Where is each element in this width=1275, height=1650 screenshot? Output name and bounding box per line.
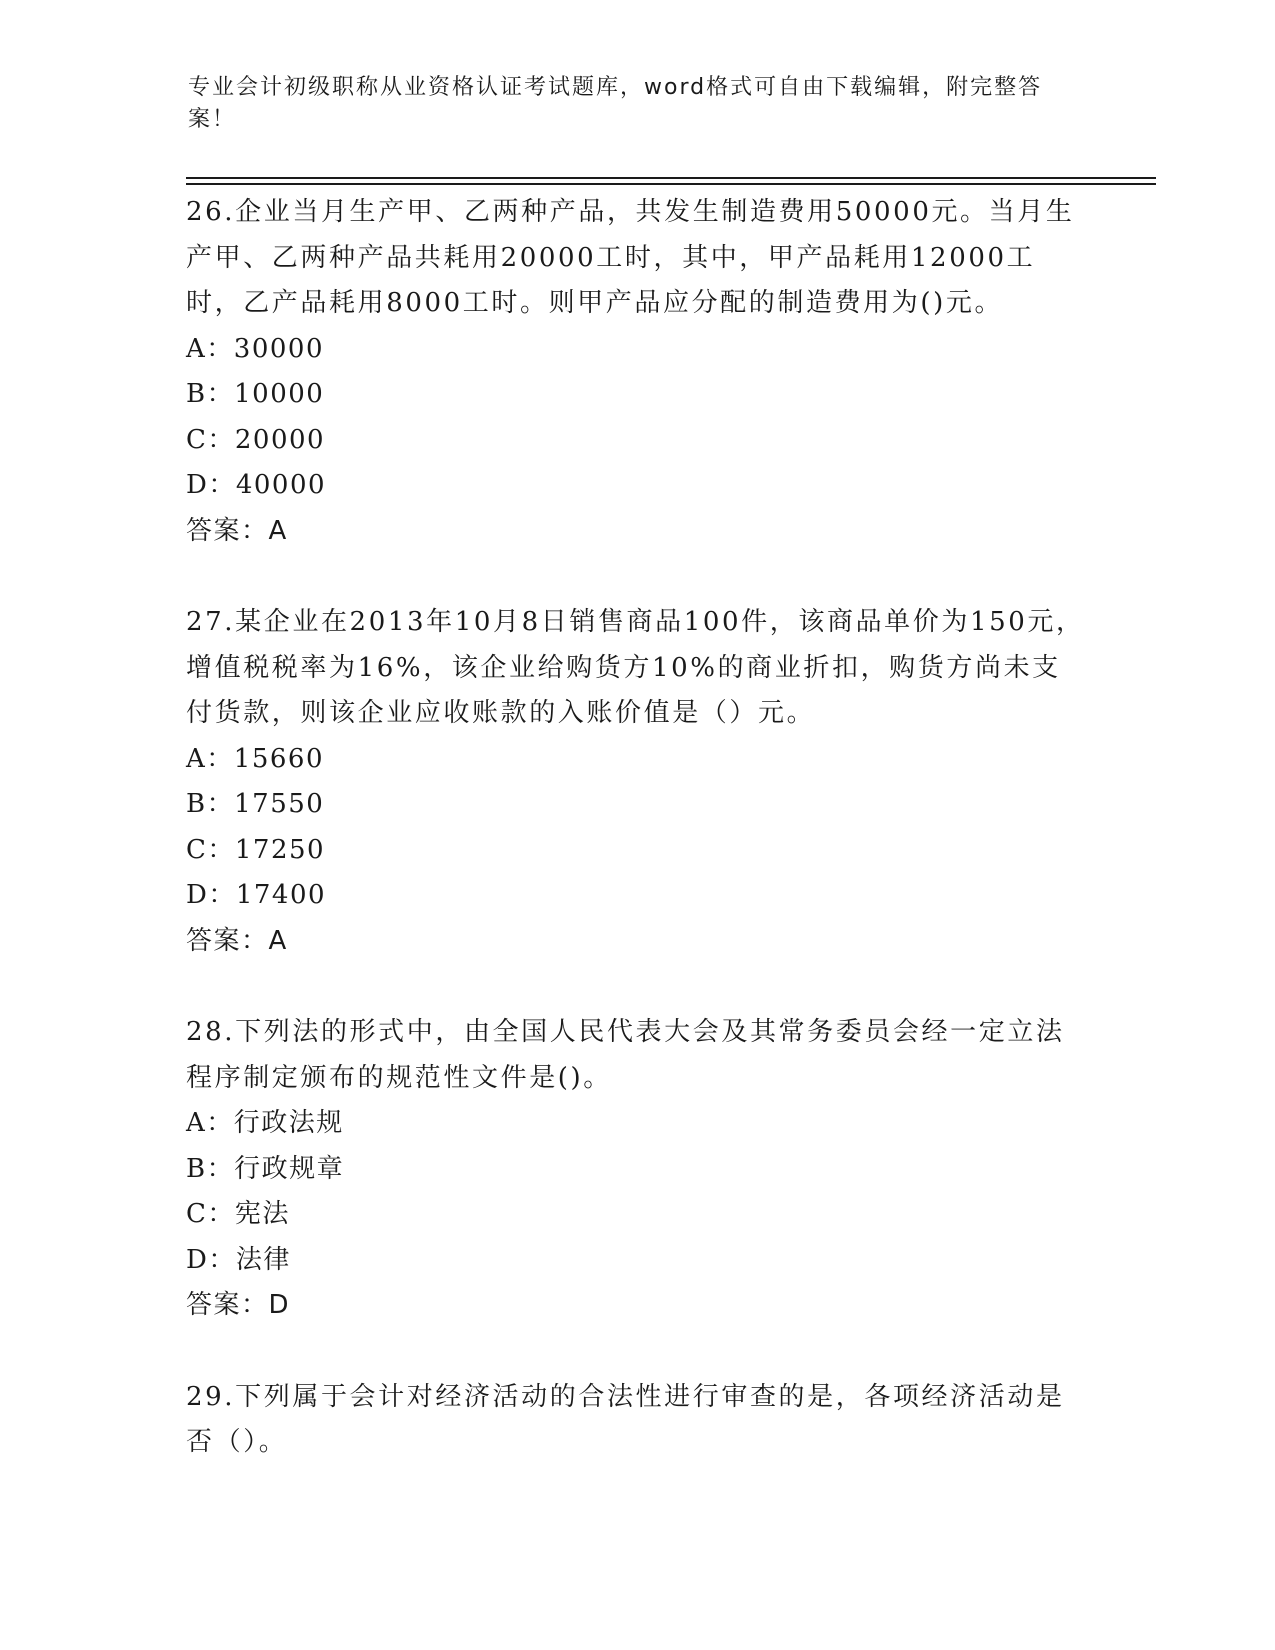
option-c: C：20000 [186, 424, 326, 455]
question-stem: 27.某企业在2013年10月8日销售商品100件，该商品单价为150元，增值税税率为16%，该企业给购货方10%的商业折扣，购货方尚未支付货款，则该企业应收账款的入账价值是（）元。 [186, 607, 1085, 728]
option-a: A：15660 [186, 743, 324, 774]
question-gap [186, 964, 1086, 1008]
question-gap [186, 554, 1086, 598]
option-b: B：行政规章 [186, 1153, 345, 1184]
question-list [186, 188, 1086, 1466]
option-c: C：17250 [186, 834, 326, 865]
answer: 答案：D [186, 1290, 291, 1320]
answer: 答案：A [186, 925, 288, 956]
question-stem: 28.下列法的形式中，由全国人民代表大会及其常务委员会经一定立法程序制定颁布的规范性文件是()。 [186, 1017, 1065, 1093]
header-rule-top [186, 177, 1156, 179]
answer: 答案：A [186, 515, 288, 546]
document-header: 专业会计初级职称从业资格认证考试题库，word格式可自由下载编辑，附完整答案！ [188, 75, 1043, 132]
option-d: D：17400 [186, 880, 327, 910]
question-stem: 26.企业当月生产甲、乙两种产品，共发生制造费用50000元。当月生产甲、乙两种产品共耗用20000工时，其中，甲产品耗用12000工时，乙产品耗用8000工时。则甲产品应分配的制造费用为()元。 [186, 197, 1075, 318]
option-b: B：10000 [186, 379, 325, 409]
question-gap [186, 1329, 1086, 1373]
option-d: D：40000 [186, 470, 327, 500]
option-d: D：法律 [186, 1244, 291, 1275]
question-27 [186, 600, 1086, 964]
question-stem: 29.下列属于会计对经济活动的合法性进行审查的是，各项经济活动是否（）。 [186, 1381, 1065, 1457]
option-b: B：17550 [186, 789, 325, 819]
option-a: A：30000 [186, 333, 324, 364]
question-28 [186, 1010, 1086, 1329]
question-26 [186, 190, 1086, 554]
option-a: A：行政法规 [186, 1108, 344, 1138]
header-rule-bottom [186, 183, 1156, 185]
question-29 [186, 1375, 1086, 1466]
option-c: C：宪法 [186, 1199, 290, 1229]
